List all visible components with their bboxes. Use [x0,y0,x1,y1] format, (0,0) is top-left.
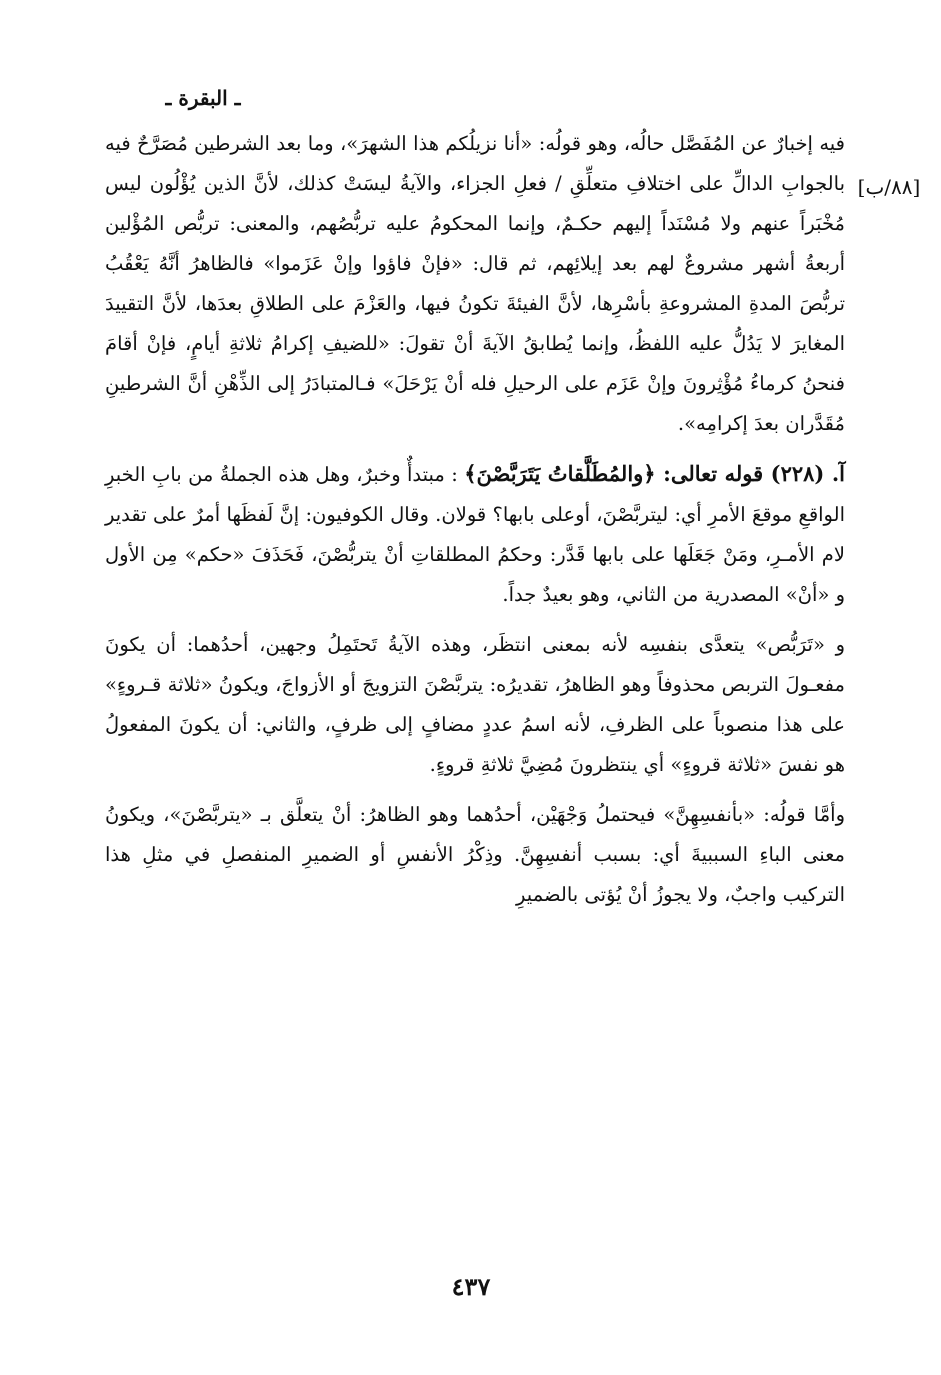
paragraph-1 [105,124,845,444]
paragraph-text: و «تَرَبُّص» يتعدَّى بنفسِه لأنه بمعنى انتظَر، وهذه الآيةُ تَحتَمِلُ وجهين، أحدُهما: أن يكونَ مفعـولَ التربص محذوفاً وهو الظاهرُ، تقديرُه: يتربَّصْنَ التزويجَ أو الأزواجَ، ويكونُ «ثلاثة قـروءٍ» على هذا منصوباً على الظرفِ، لأنه اسمُ عددٍ مضافٍ إلى ظرفٍ، والثاني: أن يكونَ المفعولُ هو نفسَ «ثلاثة قروءٍ» أي ينتظرونَ مُضِيَّ ثلاثةِ قروءٍ. [105,633,845,776]
paragraph-text: وأمَّا قولُه: «بأنفسِهِنَّ» فيحتملُ وَجْهَيْن، أحدُهما وهو الظاهرُ: أنْ يتعلَّق بـ «يتربَّصْنَ»، ويكونُ معنى الباءِ السببيةَ أي: بسبب أنفسِهِنَّ. وذِكْرُ الأنفسِ أو الضميرِ المنفصلِ في مثلِ هذا التركيب واجبٌ، ولا يجوزُ أنْ يُؤتى بالضميرِ [105,803,845,906]
paragraph-text: فيه إخبارٌ عن المُفَصَّل حالُه، وهو قولُه: «أنا نزيلُكم هذا الشهرَ»، وما بعد الشرطين مُصَرَّحٌ فيه بالجوابِ الدالِّ على اختلافِ متعلِّقِ / فعلِ الجزاء، والآيةُ ليسَتْ كذلك، لأنَّ الذين يُؤْلُون ليس مُخْبَراً عنهم ولا مُسْنَداً إليهم حكـمٌ، وإنما المحكومُ عليه تربُّصُهم، والمعنى: تربُّص المُؤْلين أربعةُ أشهر مشروعٌ لهم بعد إيلائِهم، ثم قال: «فإنْ فاؤوا وإنْ عَزَموا» فالظاهرُ أنَّهُ يَعْقُبُ تربُّصَ المدةِ المشروعةِ بأسْرِها، لأنَّ الفيئةَ تكونُ فيها، والعَزْمَ على الطلاقِ بعدَها، لأنَّ التقييدَ المغايرَ لا يَدُلُّ عليه اللفظُ، وإنما يُطابقُ الآيةَ أنْ تقولَ: «للضيفِ إكرامُ ثلاثةِ أيامٍ، فإنْ أقامَ فنحنُ كرماءُ مُؤْثِرونَ وإنْ عَزَم على الرحيلِ فله أنْ يَرْحَلَ» فـالمتبادَرُ إلى الذِّهْنِ أنَّ الشرطينِ مُقَدَّران بعدَ إكرامِه». [105,132,845,435]
paragraph-2 [105,454,845,615]
paragraph-3 [105,625,845,785]
paragraph-text: : مبتدأٌ وخبرٌ، وهل هذه الجملةُ من بابِ الخبرِ الواقعِ موقعَ الأمرِ أي: ليتربَّصْنَ، أوعلى بابها؟ قولان. وقال الكوفيون: إنَّ لَفظَها أمرٌ على تقدير لام الأمـرِ، ومَنْ جَعَلَها على بابها قَدَّر: وحكمُ المطلقاتِ أنْ يتربُّصْنَ، فَحَذَفَ «حكم» مِن الأول و «أنْ» المصدرية من الثاني، وهو بعيدٌ جداً. [105,463,845,606]
verse-heading: آ. (٢٢٨) قوله تعالى: ﴿والمُطَلَّقاتُ يَتَرَبَّصْنَ﴾ [464,461,845,486]
page-number: ٤٣٧ [451,1272,491,1301]
running-title: ـ البقرة ـ [165,86,241,110]
margin-folio-reference: [٨٨/ب] [857,175,921,199]
paragraph-4 [105,795,845,915]
main-text [105,124,845,915]
